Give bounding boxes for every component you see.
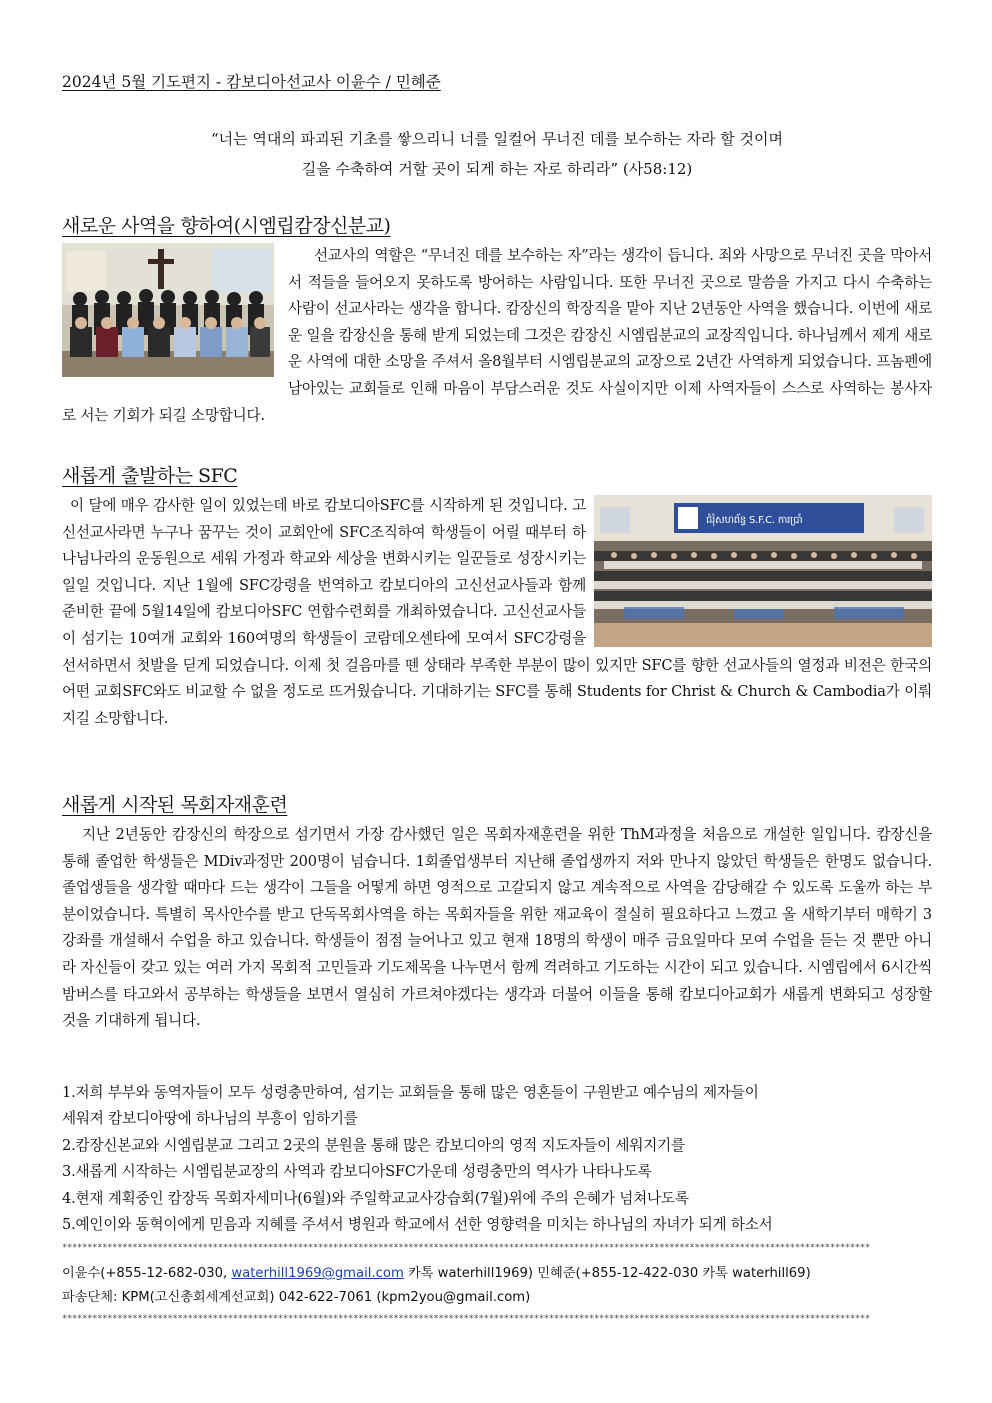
section-heading-new-ministry: 새로운 사역을 향하여(시엠립캄장신분교) [62, 215, 391, 237]
sfc-group-photo [594, 495, 932, 647]
section-heading-sfc: 새롭게 출발하는 SFC [62, 465, 238, 487]
verse-line-2: 길을 수축하여 거할 곳이 되게 하는 자로 하리라” (사58:12) [301, 160, 693, 178]
section-new-ministry-text: 선교사의 역할은 “무너진 데를 보수하는 자”라는 생각이 듭니다. 죄와 사망으로 무너진 곳을 막아서서 적들을 들어오지 못하도록 방어하는 사람입니다. 또한 무너진 곳으로 말씀을 가지고 다시 수축하는 사람이 선교사라는 생각을 합니다. 캄장신의 학장직을 맡아 지난 2년동안 사역을 했습니다. 이번에 새로운 일을 캄장신을 통해 받게 되었는데 그것은 캄장신 시엠립분교의 교장직입니다. 하나님께서 제게 새로운 사역에 대한 소망을 주셔서 올8월부터 시엠립분교의 교장으로 2년간 사역하게 되었습니다. 프놈펜에 남아있는 교회들로 인해 마음이 부담스러운 것도 사실이지만 이제 사역자들이 스스로 사역하는 봉사자로 서는 기회가 되길 소망합니다. [62, 247, 932, 424]
group-photo-graduation [62, 243, 274, 377]
separator-bottom: ***************************************************************************************************************************************************************** [62, 1314, 870, 1324]
agency-line: 파송단체: KPM(고신총회세계선교회) 042-622-7061 (kpm2you@gmail.com) [62, 1290, 531, 1305]
section-sfc-text: 이 달에 매우 감사한 일이 있었는데 바로 캄보디아SFC를 시작하게 된 것입니다. 고신선교사라면 누구나 꿈꾸는 것이 교회안에 SFC조직하여 학생들이 어릴 때부터 하나님나라의 운동원으로 세워 가정과 학교와 세상을 변화시키는 일꾼들로 성장시키는 일일 것입니다. 지난 1월에 SFC강령을 번역하고 캄보디아의 고신선교사들과 함께 준비한 끝에 5월14일에 캄보디아SFC 연합수련회를 개최하였습니다. 고신선교사들이 섬기는 10여개 교회와 160여명의 학생들이 코람데오센타에 모여서 SFC강령을 선서하면서 첫발을 딛게 되었습니다. 이제 첫 걸음마를 뗀 상태라 부족한 부분이 많이 있지만 SFC를 향한 선교사들의 열정과 비전은 한국의 어떤 교회SFC와도 비교할 수 없을 정도로 뜨거웠습니다. 기대하기는 SFC를 통해 Students for Christ & Church & Cambodia가 이뤄지길 소망합니다. [62, 497, 932, 727]
prayer-requests [62, 1080, 932, 1238]
section-sfc [62, 493, 932, 732]
graduation-photo-image [62, 243, 274, 377]
prayer-item: 5.예인이와 동혁이에게 믿음과 지혜를 주셔서 병원과 학교에서 선한 영향력을 미치는 하나님의 자녀가 되게 하소서 [62, 1216, 773, 1234]
prayer-item: 세워져 캄보디아땅에 하나님의 부흥이 임하기를 [62, 1110, 358, 1128]
section-new-ministry [62, 243, 932, 429]
sfc-banner-text: ជំរុំសហព័ន្ធ S.F.C. ការប្រាំ [706, 515, 803, 526]
contact-line [62, 1262, 811, 1281]
section-heading-pastor-training: 새롭게 시작된 목회자재훈련 [62, 794, 288, 816]
separator-top: ***************************************************************************************************************************************************************** [62, 1243, 870, 1253]
email-link[interactable]: waterhill1969@gmail.com [231, 1266, 404, 1281]
section-pastor-training-text: 지난 2년동안 캄장신의 학장으로 섬기면서 가장 감사했던 일은 목회자재훈련을 위한 ThM과정을 처음으로 개설한 일입니다. 캄장신을 통해 졸업한 학생들은 MDiv과정만 200명이 넘습니다. 1회졸업생부터 지난해 졸업생까지 저와 만나지 않았던 학생들은 한명도 없습니다. 졸업생들을 생각할 때마다 드는 생각이 그들을 어떻게 하면 영적으로 고갈되지 않고 계속적으로 사역을 감당해갈 수 있도록 도울까 하는 부분이었습니다. 특별히 목사안수를 받고 단독목회사역을 하는 목회자들을 위한 재교육이 절실히 필요하다고 느꼈고 올 새학기부터 매학기 3강좌를 개설해서 수업을 하고 있습니다. 학생들이 점점 늘어나고 있고 현재 18명의 학생이 매주 금요일마다 모여 수업을 듣는 것 뿐만 아니라 자신들이 갖고 있는 여러 가지 목회적 고민들과 기도제목을 나누면서 함께 격려하고 기도하는 시간이 되고 있습니다. 시엠립에서 6시간씩 밤버스를 타고와서 공부하는 학생들을 보면서 열심히 가르쳐야겠다는 생각과 더불어 이들을 통해 캄보디아교회가 새롭게 변화되고 성장할 것을 기대하게 됩니다. [62, 826, 932, 1030]
section-pastor-training [62, 822, 932, 1035]
verse-line-1: “너는 역대의 파괴된 기초를 쌓으리니 너를 일컬어 무너진 데를 보수하는 자라 할 것이며 [210, 130, 784, 148]
scripture-verse [62, 124, 932, 184]
prayer-item: 3.새롭게 시작하는 시엠립분교장의 사역과 캄보디아SFC가운데 성령충만의 역사가 나타나도록 [62, 1163, 652, 1181]
document-title: 2024년 5월 기도편지 - 캄보디아선교사 이윤수 / 민혜준 [62, 73, 441, 91]
prayer-item: 4.현재 계획중인 캄장독 목회자세미나(6월)와 주일학교교사강습회(7월)위에 주의 은혜가 넘쳐나도록 [62, 1189, 689, 1207]
contact-prefix: 이윤수(+855-12-682-030, [62, 1266, 232, 1281]
sfc-retreat-photo-image [594, 495, 932, 647]
prayer-item: 2.캄장신본교와 시엠립분교 그리고 2곳의 분원을 통해 많은 캄보디아의 영적 지도자들이 세워지기를 [62, 1136, 685, 1154]
prayer-item: 1.저희 부부와 동역자들이 모두 성령충만하여, 섬기는 교회들을 통해 많은 영혼들이 구원받고 예수님의 제자들이 [62, 1084, 759, 1101]
contact-suffix: 카톡 waterhill1969) 민혜준(+855-12-422-030 카톡 waterhill69) [403, 1266, 811, 1281]
